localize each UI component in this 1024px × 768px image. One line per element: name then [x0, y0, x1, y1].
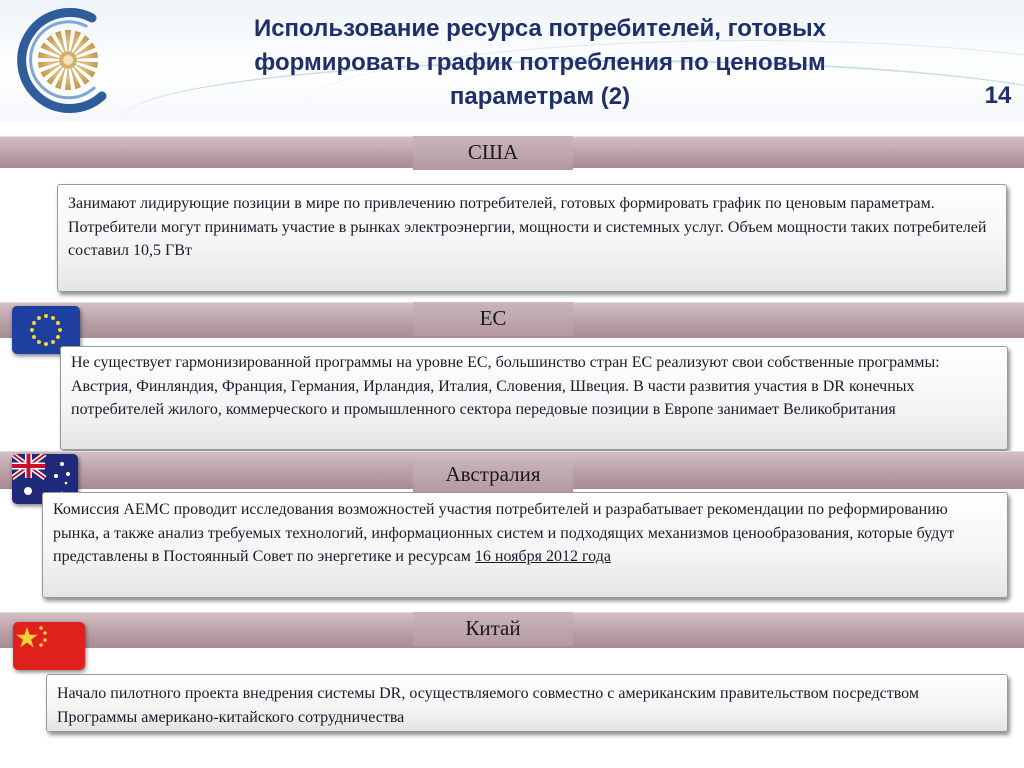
- section-heading-china: Китай: [413, 612, 573, 646]
- page-title: [150, 12, 930, 114]
- title-line: параметрам (2): [449, 83, 631, 110]
- sun-c-logo-icon: [6, 4, 124, 116]
- section-text-usa: Занимают лидирующие позиции в мире по привлечению потребителей, готовых формировать график по ценовым параметрам. Потребители могут принимать участие в рынках электроэнергии, мощности и системных услуг. Объем мощности таких потребителей составил 10,5 ГВт: [57, 184, 1007, 292]
- title-line: Использование ресурса потребителей, готовых: [253, 15, 827, 42]
- page-number: 14: [984, 82, 1012, 109]
- section-text-china: Начало пилотного проекта внедрения системы DR, осуществляемого совместно с американским правительством посредством Программы американо-китайского сотрудничества: [46, 674, 1008, 732]
- section-heading-australia: Австралия: [413, 458, 573, 492]
- china-flag-icon: [13, 622, 85, 670]
- slide-header: [0, 0, 1024, 122]
- section-text-eu: Не существует гармонизированной программы на уровне ЕС, большинство стран ЕС реализуют свои собственные программы: Австрия, Финляндия, Франция, Германия, Ирландия, Италия, Словения, Швеция. В части развития участия в DR конечных потребителей жилого, коммерческого и промышленного сектора передовые позиции в Европе занимает Великобритания: [60, 346, 1008, 450]
- section-text-australia: [42, 492, 1008, 598]
- section-heading-eu: ЕС: [413, 302, 573, 336]
- section-heading-usa: США: [413, 136, 573, 170]
- date-link[interactable]: 16 ноября 2012 года: [474, 548, 611, 565]
- title-line: формировать график потребления по ценовым: [254, 49, 826, 76]
- section-text: Комиссия AEMC проводит исследования возможностей участия потребителей и разрабатывает рекомендации по реформированию рынка, а также анализ требуемых технологий, информационных систем и подходящих механизмов ценообразования, которые будут представлены в Постоянный Совет по энергетике и ресурсам: [53, 501, 955, 565]
